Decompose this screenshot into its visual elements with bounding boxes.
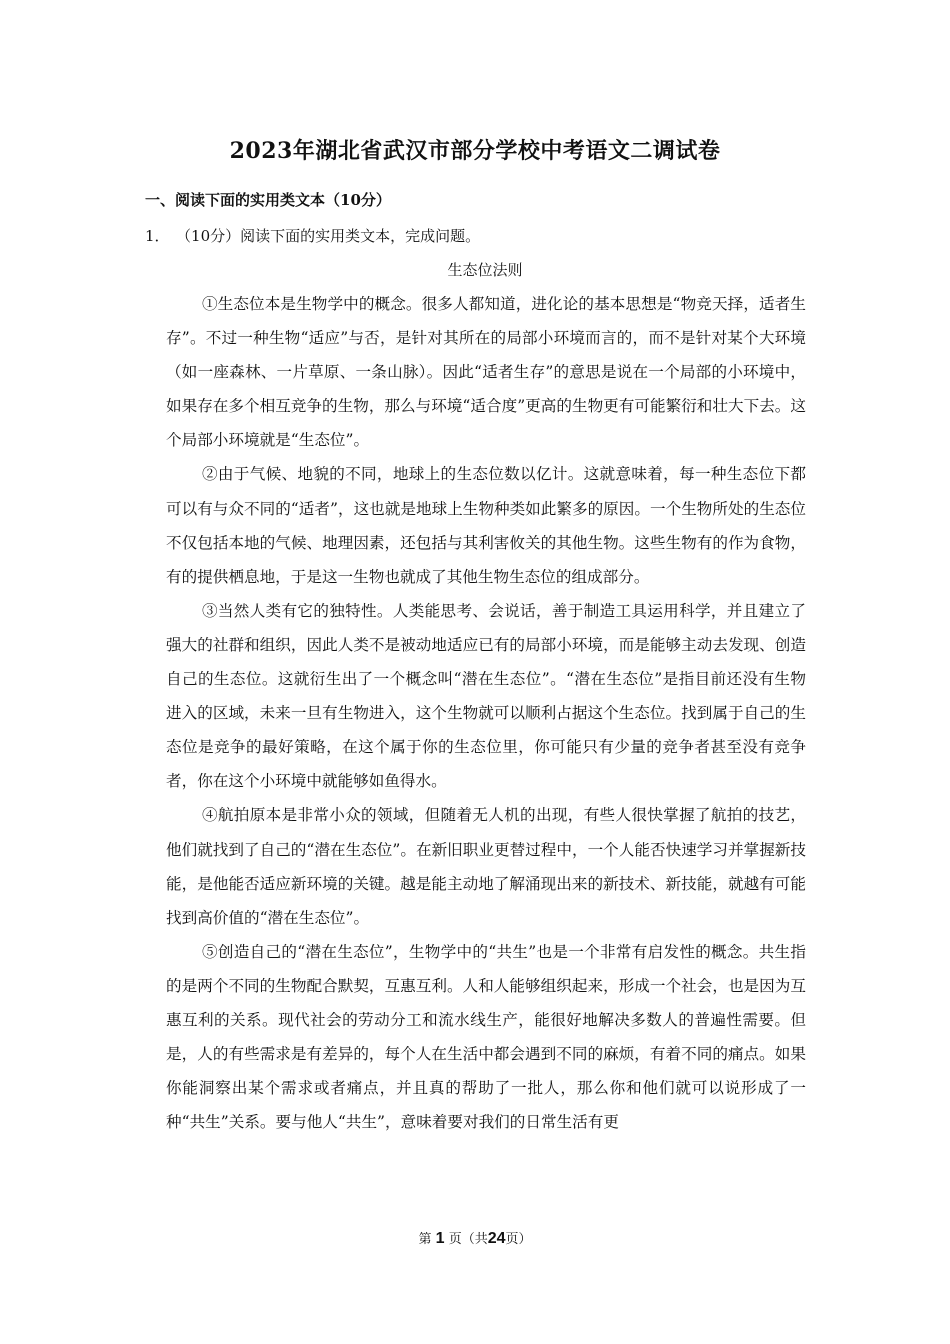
paragraph-3: ③当然人类有它的独特性。人类能思考、会说话，善于制造工具运用科学，并且建立了强大的社群和组织，因此人类不是被动地适应已有的局部小环境，而是能够主动去发现、创造自己的生态位。这就衍生出了一个概念叫“潜在生态位”。“潜在生态位”是指目前还没有生物进入的区域，未来一旦有生物进入，这个生物就可以顺利占据这个生态位。找到属于自己的生态位是竞争的最好策略，在这个属于你的生态位里，你可能只有少量的竞争者甚至没有竞争者，你在这个小环境中就能够如鱼得水。 — [166, 601, 806, 791]
question-number: 1． — [145, 227, 170, 245]
footer-page-number: 1 — [435, 1230, 445, 1247]
section-heading: 一、阅读下面的实用类文本（10分） — [145, 191, 391, 209]
paragraph-5: ⑤创造自己的“潜在生态位”，生物学中的“共生”也是一个非常有启发性的概念。共生指的是两个不同的生物配合默契，互惠互利。人和人能够组织起来，形成一个社会，也是因为互惠互利的关系。现代社会的劳动分工和流水线生产，能很好地解决多数人的普遍性需要。但是，人的有些需求是有差异的，每个人在生活中都会遇到不同的麻烦，有着不同的痛点。如果你能洞察出某个需求或者痛点，并且真的帮助了一批人，那么你和他们就可以说形成了一种“共生”关系。要与他人“共生”，意味着要对我们的日常生活有更 — [166, 942, 806, 1132]
question-stem — [145, 225, 480, 246]
footer-total-pages: 24 — [487, 1230, 506, 1247]
footer-suffix: 页） — [505, 1232, 532, 1247]
article-title: 生态位法则 — [447, 261, 523, 279]
paragraph-1: ①生态位本是生物学中的概念。很多人都知道，进化论的基本思想是“物竞天择，适者生存”。不过一种生物“适应”与否，是针对其所在的局部小环境而言的，而不是针对某个大环境（如一座森林、一片草原、一条山脉）。因此“适者生存”的意思是说在一个局部的小环境中，如果存在多个相互竞争的生物，那么与环境“适合度”更高的生物更有可能繁衍和壮大下去。这个局部小环境就是“生态位”。 — [166, 295, 806, 450]
paragraph-2: ②由于气候、地貌的不同，地球上的生态位数以亿计。这就意味着，每一种生态位下都可以有与众不同的“适者”，这也就是地球上生物种类如此繁多的原因。一个生物所处的生态位不仅包括本地的气候、地理因素，还包括与其利害攸关的其他生物。这些生物有的作为食物，有的提供栖息地，于是这一生物也就成了其他生物生态位的组成部分。 — [166, 465, 806, 586]
page-title: 2023年湖北省武汉市部分学校中考语文二调试卷 — [229, 138, 721, 164]
article-body — [166, 287, 806, 1139]
page-footer — [0, 1228, 950, 1248]
footer-middle: 页（共 — [448, 1232, 488, 1247]
paragraph-4: ④航拍原本是非常小众的领域，但随着无人机的出现，有些人很快掌握了航拍的技艺，他们就找到了自己的“潜在生态位”。在新旧职业更替过程中，一个人能否快速学习并掌握新技能，是他能否适应新环境的关键。越是能主动地了解涌现出来的新技术、新技能，就越有可能找到高价值的“潜在生态位”。 — [166, 806, 806, 927]
question-prompt: （10分）阅读下面的实用类文本，完成问题。 — [183, 227, 481, 245]
footer-prefix: 第 — [418, 1232, 432, 1247]
